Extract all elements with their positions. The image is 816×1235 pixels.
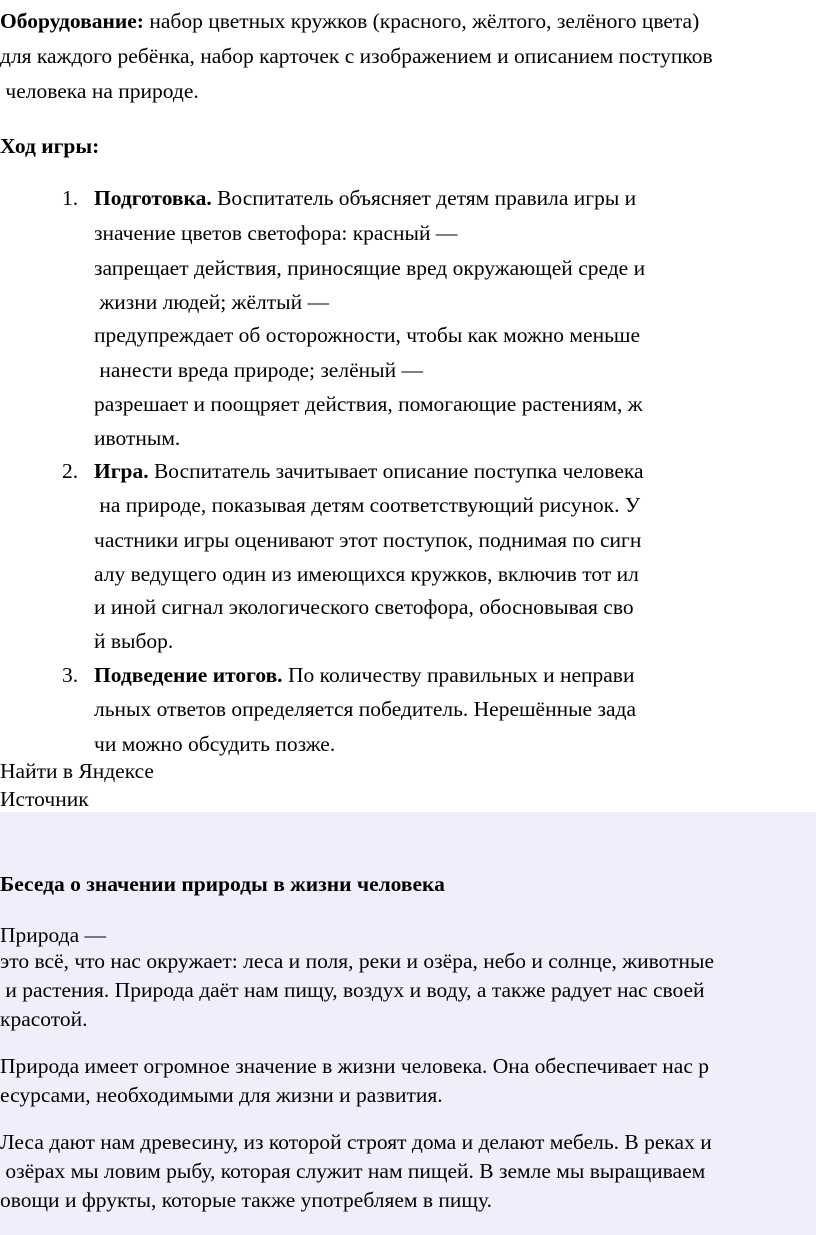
step-line: льных ответов определяется победитель. Нерешённые зада <box>94 697 636 721</box>
step-line <box>94 660 634 690</box>
step-text: По количеству правильных и неправи <box>282 663 635 687</box>
paragraph-line: есурсами, необходимыми для жизни и развития. <box>0 1083 443 1107</box>
step-line: разрешает и поощряет действия, помогающие растениям, ж <box>94 392 643 416</box>
paragraph-line: красотой. <box>0 1007 88 1031</box>
step-line: на природе, показывая детям соответствующий рисунок. У <box>94 493 641 517</box>
step-title: Подготовка. <box>94 186 212 210</box>
step-line: значение цветов светофора: красный — <box>94 221 458 245</box>
step-line: предупреждает об осторожности, чтобы как можно меньше <box>94 323 640 347</box>
find-in-yandex-link[interactable]: Найти в Яндексе <box>0 759 154 783</box>
step-line: жизни людей; жёлтый — <box>94 290 329 314</box>
paragraph-line: озёрах мы ловим рыбу, которая служит нам пищей. В земле мы выращиваем <box>0 1159 706 1183</box>
step-line <box>94 183 636 213</box>
equipment-line-2: для каждого ребёнка, набор карточек с изображением и описанием поступков <box>0 44 713 68</box>
step-number: 1. <box>62 186 79 210</box>
paragraph-line: Природа — <box>0 923 107 947</box>
conversation-title: Беседа о значении природы в жизни человека <box>0 872 445 896</box>
step-line: ивотным. <box>94 426 181 450</box>
paragraph-line: овощи и фрукты, которые также употребляем в пищу. <box>0 1188 492 1212</box>
game-heading: Ход игры: <box>0 134 100 158</box>
step-title: Подведение итогов. <box>94 663 283 687</box>
equipment-label: Оборудование: <box>0 9 144 33</box>
step-number: 2. <box>62 459 79 483</box>
equipment-text: набор цветных кружков (красного, жёлтого, зелёного цвета) <box>143 9 700 33</box>
step-number: 3. <box>62 663 79 687</box>
paragraph-line: это всё, что нас окружает: леса и поля, реки и озёра, небо и солнце, животные <box>0 949 714 973</box>
step-line: нанести вреда природе; зелёный — <box>94 358 423 382</box>
step-text: Воспитатель зачитывает описание поступка человека <box>148 459 644 483</box>
step-line: частники игры оценивают этот поступок, поднимая по сигн <box>94 528 642 552</box>
source-link[interactable]: Источник <box>0 787 89 811</box>
paragraph-line: и растения. Природа даёт нам пищу, воздух и воду, а также радует нас своей <box>0 978 705 1002</box>
step-line: и иной сигнал экологического светофора, обосновывая сво <box>94 595 634 619</box>
step-line: запрещает действия, приносящие вред окружающей среде и <box>94 256 646 280</box>
paragraph-line: Природа имеет огромное значение в жизни человека. Она обеспечивает нас р <box>0 1054 709 1078</box>
step-line: алу ведущего один из имеющихся кружков, включив тот ил <box>94 562 639 586</box>
equipment-line-3: человека на природе. <box>0 79 199 103</box>
step-line: й выбор. <box>94 629 174 653</box>
step-title: Игра. <box>94 459 149 483</box>
step-text: Воспитатель объясняет детям правила игры и <box>211 186 637 210</box>
step-line: чи можно обсудить позже. <box>94 732 336 756</box>
step-line <box>94 456 644 486</box>
equipment-line-1 <box>0 6 699 36</box>
paragraph-line: Леса дают нам древесину, из которой строят дома и делают мебель. В реках и <box>0 1130 712 1154</box>
